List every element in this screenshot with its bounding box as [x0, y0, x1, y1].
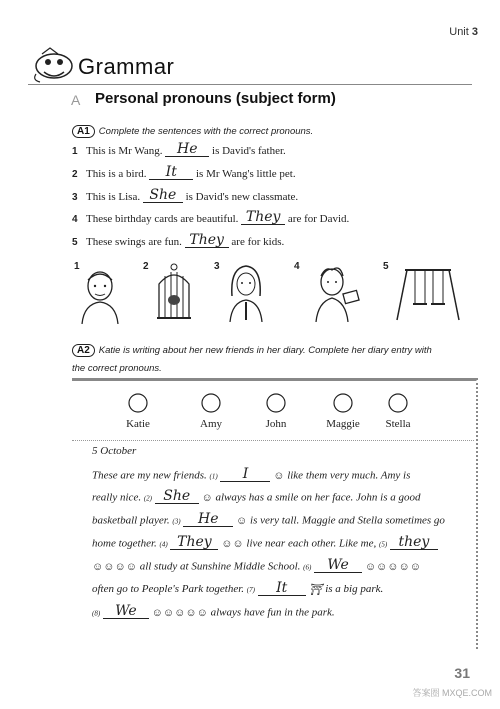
diary-answer-blank[interactable]: they	[390, 536, 438, 550]
grammar-mascot-icon	[30, 44, 78, 84]
picture-number-4: 4	[294, 261, 300, 272]
unit-label: Unit 3	[449, 26, 478, 38]
picture-number-3: 3	[214, 261, 220, 272]
answer-blank[interactable]: She	[143, 189, 183, 203]
friend-name: Amy	[200, 418, 222, 430]
title-rule	[28, 84, 472, 85]
unit-number: 3	[471, 26, 478, 38]
group-faces-icon: ☺☺☺☺☺	[364, 561, 421, 573]
diary-line-1: These are my new friends. (1) I ☺ like them very much. Amy is	[92, 466, 411, 482]
section-title: Grammar	[78, 54, 175, 79]
friend-name: John	[265, 418, 287, 430]
diary-answer-blank[interactable]: She	[155, 490, 199, 504]
a1-item-3: 3 This is Lisa. She is David's new classmate.	[72, 187, 299, 203]
answer-blank[interactable]: It	[149, 166, 193, 180]
boy-with-card-icon	[312, 262, 362, 322]
diary-date: 5 October	[92, 445, 137, 457]
birdcage-icon	[155, 262, 193, 324]
section-heading: Personal pronouns (subject form)	[95, 90, 336, 107]
diary-answer-blank[interactable]: I	[220, 468, 270, 482]
watermark: 答案圈 MXQE.COM	[412, 688, 492, 698]
friends-faces-icon	[128, 388, 408, 418]
faces-icon: ☺☺	[221, 538, 244, 550]
answer-blank[interactable]: They	[185, 234, 229, 248]
diary-answer-blank[interactable]: It	[258, 582, 306, 596]
diary-line-5: ☺☺☺☺ all study at Sunshine Middle School. (6) We ☺☺☺☺☺	[92, 557, 421, 573]
a1-item-2: 2 This is a bird. It is Mr Wang's little pet.	[72, 164, 296, 180]
friend-name: Maggie	[326, 418, 360, 430]
friend-name: Stella	[385, 418, 411, 430]
a2-instruction: A2 Katie is writing about her new friends in her diary. Complete her diary entry with the correct pronouns.	[72, 345, 432, 374]
diary-divider	[72, 440, 474, 441]
a1-item-5: 5 These swings are fun. They are for kids.	[72, 232, 285, 248]
section-letter: A	[71, 92, 81, 108]
diary-line-4: home together. (4) They ☺☺ live near each other. Like me, (5) they	[92, 536, 438, 550]
picture-number-2: 2	[143, 261, 149, 272]
a1-item-4: 4 These birthday cards are beautiful. They are for David.	[72, 209, 350, 225]
a1-tag: A1	[72, 125, 95, 138]
answer-blank[interactable]: They	[241, 211, 285, 225]
face-icon: ☺	[236, 515, 248, 527]
friend-name: Katie	[126, 418, 150, 430]
diary-line-3: basketball player. (3) He ☺ is very tall. Maggie and Stella sometimes go	[92, 511, 445, 527]
swings-icon	[393, 266, 463, 322]
diary-line-7: (8) We ☺☺☺☺☺ always have fun in the park.	[92, 603, 335, 619]
face-icon: ☺	[201, 492, 213, 504]
page-number: 31	[454, 665, 470, 681]
a1-instruction: Complete the sentences with the correct pronouns.	[98, 126, 314, 137]
a1-item-1: 1 This is Mr Wang. He is David's father.	[72, 141, 286, 157]
diary-line-6: often go to People's Park together. (7) It ⛩ is a big park.	[92, 580, 384, 596]
picture-number-5: 5	[383, 261, 389, 272]
diary-answer-blank[interactable]: We	[103, 605, 149, 619]
picture-number-1: 1	[74, 261, 80, 272]
diary-answer-blank[interactable]: He	[183, 513, 233, 527]
park-gate-icon: ⛩	[308, 584, 323, 596]
face-icon: ☺	[273, 470, 285, 482]
diary-line-2: really nice. (2) She ☺ always has a smile on her face. John is a good	[92, 488, 421, 504]
diary-answer-blank[interactable]: We	[314, 559, 362, 573]
group-faces-icon: ☺☺☺☺	[92, 561, 137, 573]
a2-tag: A2	[72, 344, 95, 357]
group-faces-icon: ☺☺☺☺☺	[151, 607, 208, 619]
diary-answer-blank[interactable]: They	[170, 536, 218, 550]
girl-icon	[226, 262, 266, 322]
man-icon	[78, 266, 124, 324]
a1-instruction-row	[72, 121, 313, 139]
answer-blank[interactable]: He	[165, 143, 209, 157]
